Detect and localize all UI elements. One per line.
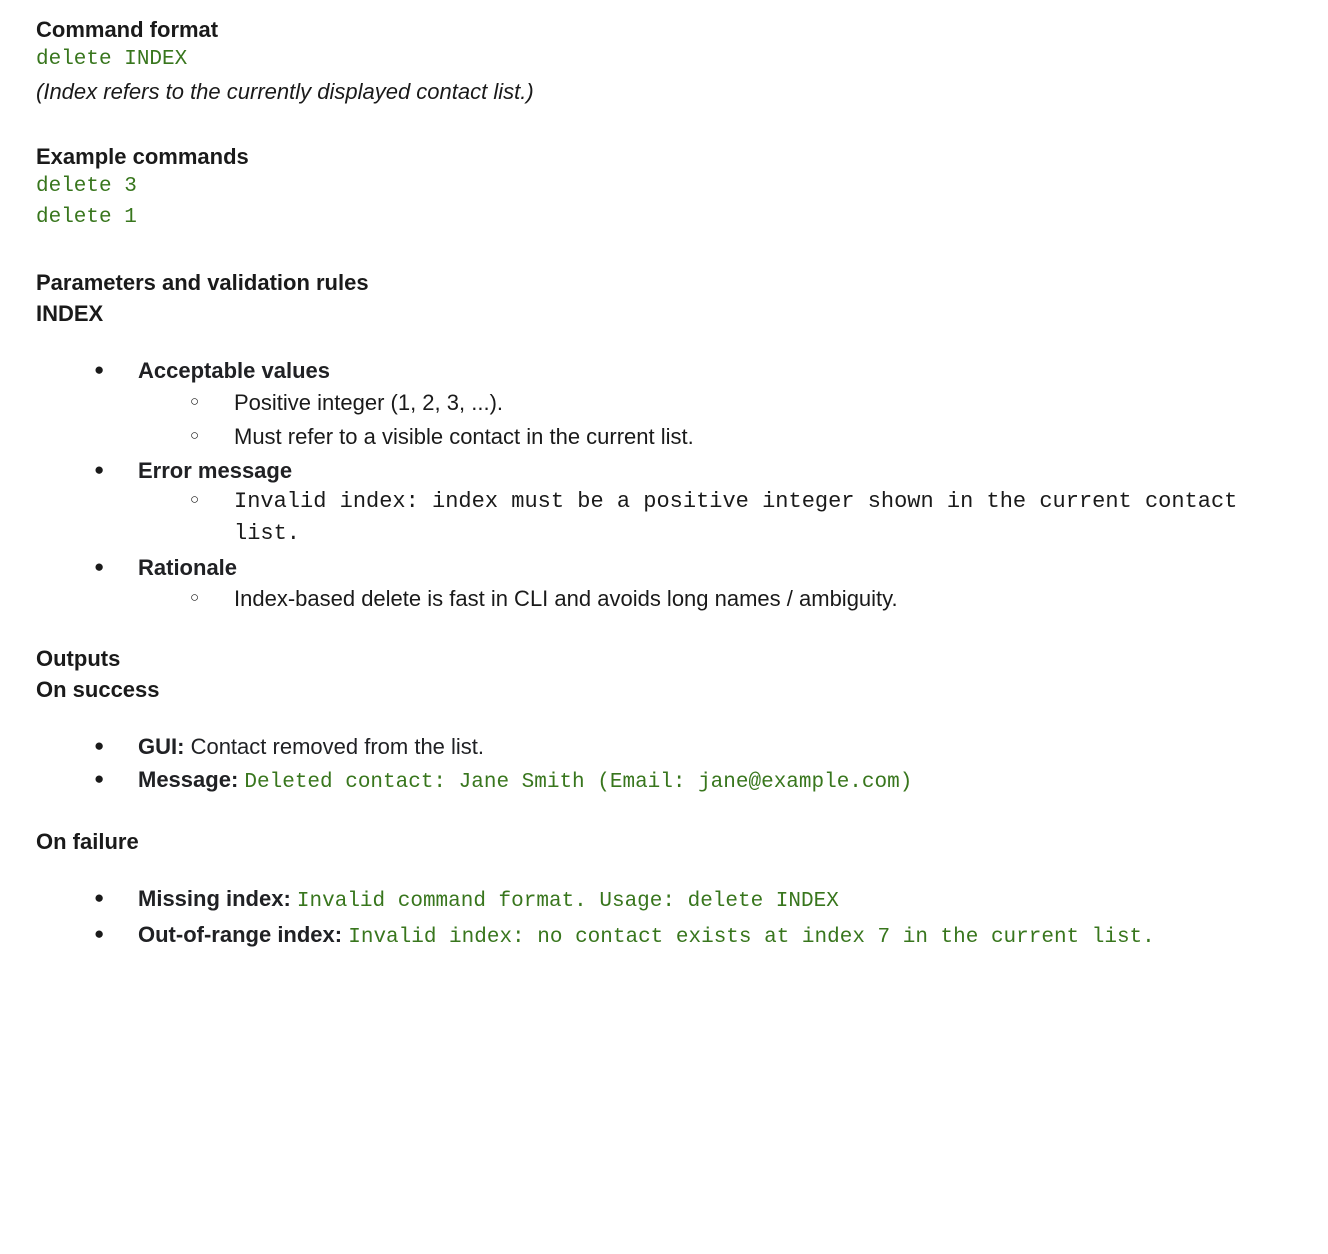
- list-item-out-of-range-index: [94, 919, 1292, 953]
- message-label: Message:: [138, 767, 239, 793]
- spacer: [36, 617, 1292, 643]
- acceptable-values-label: Acceptable values: [138, 358, 330, 384]
- spacer: [36, 857, 1292, 883]
- on-failure-list: [36, 883, 1292, 953]
- on-success-heading: On success: [36, 676, 160, 702]
- spacer: [36, 800, 1292, 826]
- spacer: [36, 233, 1292, 267]
- list-item-acceptable-values: [94, 355, 1292, 452]
- list-item-missing-index: [94, 883, 1292, 917]
- on-success-list: [36, 731, 1292, 798]
- command-format-note: (Index refers to the currently displayed contact list.): [36, 78, 534, 104]
- list-item-gui: [94, 731, 1292, 762]
- acceptable-values-list: [138, 387, 1292, 453]
- spacer: [36, 329, 1292, 355]
- example-commands-heading: Example commands: [36, 143, 249, 169]
- command-format-syntax: delete INDEX: [36, 48, 188, 72]
- list-item: ○ Positive integer (1, 2, 3, ...).: [190, 387, 1292, 419]
- message-text: Deleted contact: Jane Smith (Email: jane@example.com): [244, 771, 913, 795]
- rationale-text: ○ Index-based delete is fast in CLI and avoids long names / ambiguity.: [190, 583, 1292, 615]
- parameter-rules-list: [36, 355, 1292, 614]
- example-command-1: delete 3: [36, 175, 137, 199]
- list-item: ○ Must refer to a visible contact in the current list.: [190, 421, 1292, 453]
- spacer: [36, 107, 1292, 141]
- outputs-heading: Outputs: [36, 645, 121, 671]
- error-message-list: [138, 486, 1292, 550]
- list-item-error-message: [94, 455, 1292, 550]
- gui-text: Contact removed from the list.: [190, 734, 485, 760]
- on-failure-heading: On failure: [36, 829, 139, 855]
- error-message-text: ○ Invalid index: index must be a positive integer shown in the current contact list.: [190, 486, 1292, 550]
- out-of-range-label: Out-of-range index:: [138, 922, 343, 948]
- error-message-label: Error message: [138, 457, 293, 483]
- command-format-heading: Command format: [36, 17, 219, 42]
- out-of-range-text: Invalid index: no contact exists at index 7 in the current list.: [348, 926, 1155, 950]
- missing-index-text: Invalid command format. Usage: delete INDEX: [296, 890, 839, 914]
- parameters-heading: Parameters and validation rules: [36, 270, 369, 296]
- example-command-2: delete 1: [36, 205, 137, 229]
- missing-index-label: Missing index:: [138, 886, 291, 912]
- rationale-label: Rationale: [138, 554, 238, 580]
- parameter-name: INDEX: [36, 301, 104, 327]
- rationale-list: [138, 583, 1292, 615]
- list-item-message: [94, 764, 1292, 798]
- spacer: [36, 705, 1292, 731]
- list-item-rationale: [94, 552, 1292, 615]
- gui-label: GUI:: [138, 734, 185, 760]
